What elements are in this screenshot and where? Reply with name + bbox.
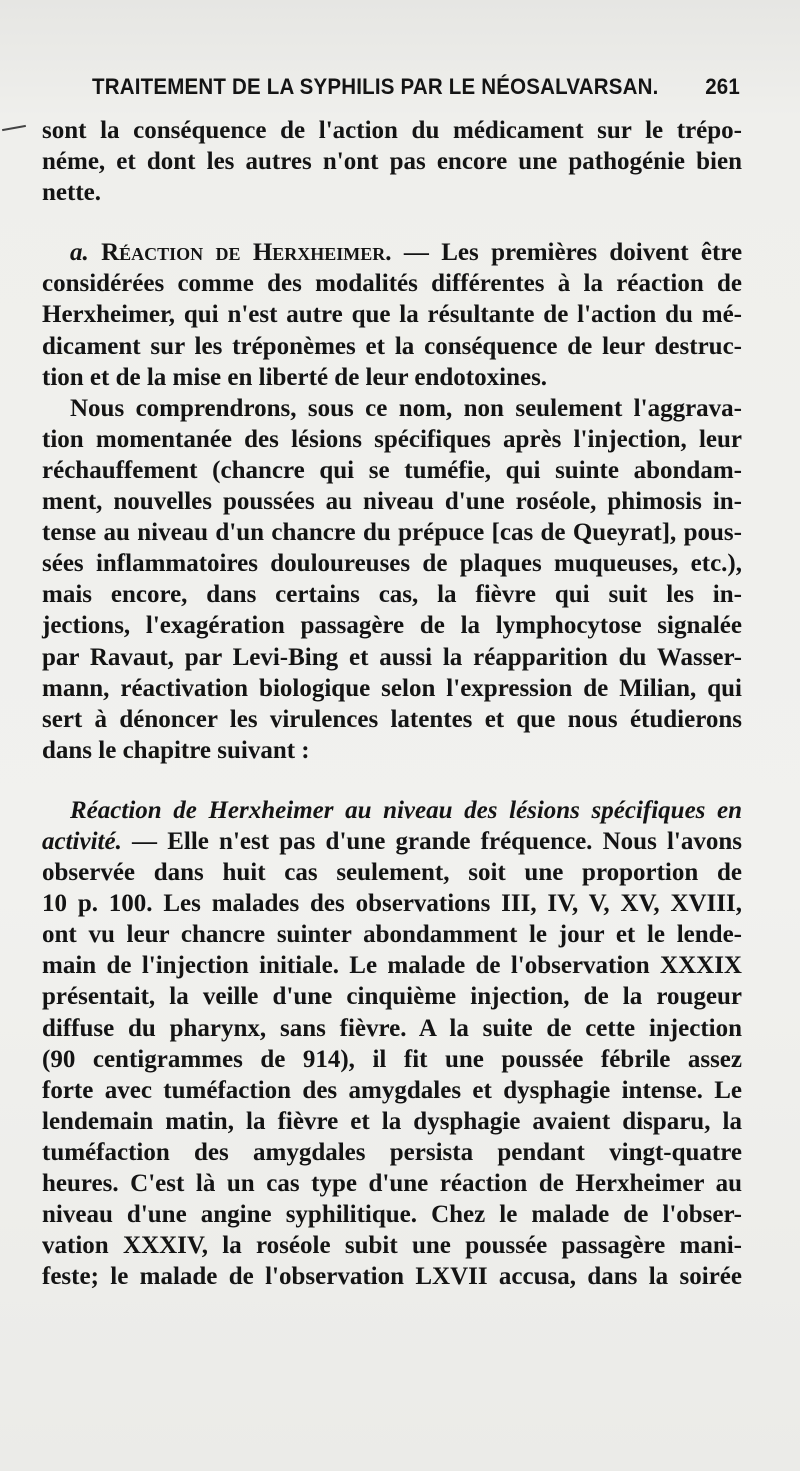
page-body (42, 115, 742, 1292)
text-line: sert à dénoncer les virulences latentes et que nous étudierons (42, 705, 742, 733)
paragraph-3 (42, 393, 742, 766)
text-line: par Ravaut, par Levi-Bing et aussi la réapparition du Wasser- (42, 643, 742, 671)
text-line: sées inflammatoires douloureuses de plaques muqueuses, etc.), (42, 550, 742, 578)
text-line: sont la conséquence de l'action du médicament sur le trépo- (42, 117, 742, 144)
text-line: présentait, la veille d'une cinquième injection, de la rougeur (42, 983, 742, 1011)
text-line: forte avec tuméfaction des amygdales et dysphagie intense. Le (42, 1076, 742, 1104)
paragraph-2 (42, 237, 742, 392)
text-line: heures. C'est là un cas type d'une réaction de Herxheimer au (42, 1170, 742, 1197)
text-line: considérées comme des modalités différentes à la réaction de (42, 270, 742, 298)
section-heading: Réaction de Herxheimer. (101, 239, 392, 267)
text-line: tion et de la mise en liberté de leur endotoxines. (42, 363, 548, 391)
text-line: observée dans huit cas seulement, soit une proportion de (42, 859, 742, 887)
text-line: tion momentanée des lésions spécifiques après l'injection, leur (42, 425, 742, 453)
text-line: (90 centigrammes de 914), il fit une poussée fébrile assez (42, 1045, 742, 1073)
em-dash: — (403, 239, 429, 267)
text-line: 10 p. 100. Les malades des observations III, IV, V, XV, XVIII, (42, 890, 742, 918)
text-line: mann, réactivation biologique selon l'expression de Milian, qui (42, 674, 742, 702)
text-line: Nous comprendrons, sous ce nom, non seulement l'aggrava- (70, 394, 742, 422)
text-line: main de l'injection initiale. Le malade de l'observation XXXIX (42, 952, 742, 980)
text-line: niveau d'une angine syphilitique. Chez le malade de l'obser- (42, 1201, 742, 1229)
text-line: diffuse du pharynx, sans fièvre. A la suite de cette injection (42, 1014, 742, 1042)
text-line: dans le chapitre suivant : (42, 736, 310, 764)
margin-mark (2, 125, 26, 131)
text-line: mais encore, dans certains cas, la fièvre qui suit les in- (42, 581, 742, 609)
running-title: TRAITEMENT DE LA SYPHILIS PAR LE NÉOSALVARSAN. (92, 74, 659, 100)
em-dash: — (132, 827, 158, 855)
text-line: dicament sur les tréponèmes et la conséquence de leur destruc- (42, 332, 742, 360)
text-fragment: Elle n'est pas d'une grande fréquence. Nous l'avons (167, 827, 743, 855)
text-line: ment, nouvelles poussées au niveau d'une roséole, phimosis in- (42, 488, 742, 516)
page-number: 261 (705, 74, 740, 100)
text-line (42, 237, 742, 268)
text-line (42, 826, 742, 857)
running-header (92, 74, 740, 100)
subsection-heading: Réaction de Herxheimer au niveau des lésions spécifiques en (70, 796, 742, 824)
text-line: ont vu leur chancre suinter abondamment le jour et le lende- (42, 921, 742, 949)
text-line: tense au niveau d'un chancre du prépuce [cas de Queyrat], pous- (42, 519, 742, 547)
paragraph-1 (42, 115, 742, 208)
text-line: vation XXXIV, la roséole subit une poussée passagère mani- (42, 1232, 742, 1260)
text-line: Herxheimer, qui n'est autre que la résultante de l'action du mé- (42, 301, 742, 329)
text-line: réchauffement (chancre qui se tuméfie, qui suinte abondam- (42, 456, 742, 484)
text-line: lendemain matin, la fièvre et la dysphagie avaient disparu, la (42, 1107, 742, 1135)
text-line: nette. (42, 179, 101, 207)
text-line: jections, l'exagération passagère de la lymphocytose signalée (42, 612, 742, 640)
text-line: tuméfaction des amygdales persista pendant vingt-quatre (42, 1138, 742, 1166)
text-line: néme, et dont les autres n'ont pas encore une pathogénie bien (42, 148, 742, 176)
text-line: feste; le malade de l'observation LXVII accusa, dans la soirée (42, 1263, 742, 1291)
section-label: a. (70, 239, 89, 267)
text-fragment: Les premières doivent être (441, 239, 743, 267)
paragraph-4 (42, 795, 742, 1293)
subsection-heading-end: activité. (42, 827, 122, 855)
